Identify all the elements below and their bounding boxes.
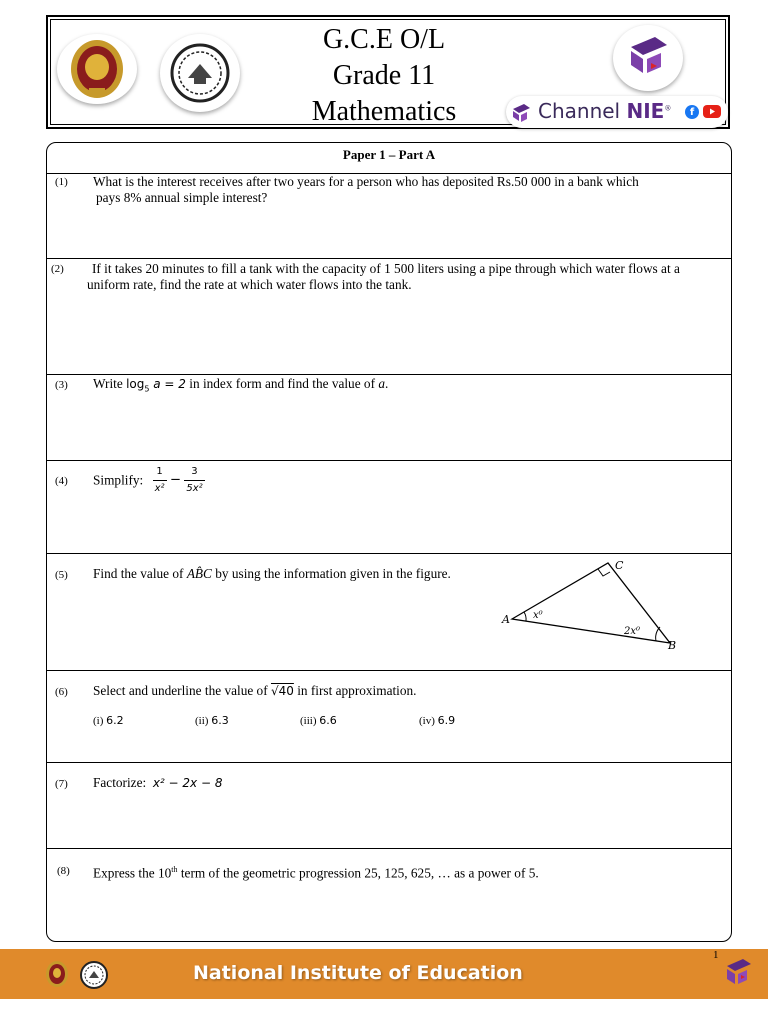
question-number: (3) [55,379,68,391]
section-title: Paper 1 – Part A [342,147,436,162]
title-grade: Grade 11 [332,60,436,91]
question-1-line1: What is the interest receives after two years for a person who has deposited Rs.50 000 in a bank which [93,174,639,189]
divider [46,670,732,671]
question-2-line2: uniform rate, find the rate at which water flows into the tank. [87,277,412,292]
brand-suffix: NIE [626,99,665,123]
question-number: (7) [55,778,68,790]
divider [46,848,732,849]
question-5-text: Find the value of AB̂C by using the information given in the figure. [93,566,451,581]
fraction-2: $\frac{3}{\text{5x²}}$ [186,466,203,494]
question-8-text: Express the 10th term of the geometric progression 25, 125, 625, … as a power of 5. [93,865,539,881]
divider [46,553,732,554]
choice-2[interactable]: (ii) 6.3 [195,714,229,727]
vertex-a-label: A [502,613,510,626]
angle-a-label: x⁰ [533,610,543,621]
question-number: (8) [57,865,70,877]
question-number: (1) [55,176,68,188]
question-2-line1: If it takes 20 minutes to fill a tank with the capacity of 1 500 liters using a pipe through which water flows at a [92,261,680,276]
page-number: 1 [713,949,719,961]
choice-1[interactable]: (i) 6.2 [93,714,124,727]
question-7-text: Factorize: x² − 2x − 8 [93,775,223,790]
question-4-text: Simplify: $\frac{1}{\text{x²}}$ − $\frac{3}{\text{5x²}}$ [93,464,205,497]
choice-4[interactable]: (iv) 6.9 [419,714,456,727]
question-number: (4) [55,475,68,487]
footer-sri-lanka-emblem [44,960,70,993]
angle-b-label: 2x⁰ [624,626,641,637]
question-1-line2: pays 8% annual simple interest? [96,190,268,205]
divider [46,258,732,259]
youtube-icon[interactable] [703,105,721,118]
divider [46,374,732,375]
facebook-icon[interactable]: f [685,105,699,119]
question-6-text: Select and underline the value of √40 in first approximation. [93,683,417,698]
question-number: (6) [55,686,68,698]
triangle-figure [500,555,690,655]
divider [46,762,732,763]
footer-channel-nie-icon [721,954,761,995]
channel-nie-logo-icon [613,25,683,91]
footer-nie-emblem [78,960,110,995]
question-number: (2) [51,263,64,275]
footer-title: National Institute of Education [193,962,523,984]
question-number: (5) [55,569,68,581]
brand-name: Channel NIE® [538,99,672,123]
divider [46,460,732,461]
vertex-c-label: C [615,559,624,572]
registered-mark: ® [664,104,672,113]
fraction-1: $\frac{1}{\text{x²}}$ [154,466,165,494]
choice-3[interactable]: (iii) 6.6 [300,714,337,727]
question-3-text: Write $\log_5 a = 2$ in index form and find the value of a. [93,376,389,394]
title-subject: Mathematics [311,96,457,127]
title-level: G.C.E O/L [322,24,446,55]
channel-brand-small-icon [510,101,536,128]
vertex-b-label: B [668,639,677,652]
